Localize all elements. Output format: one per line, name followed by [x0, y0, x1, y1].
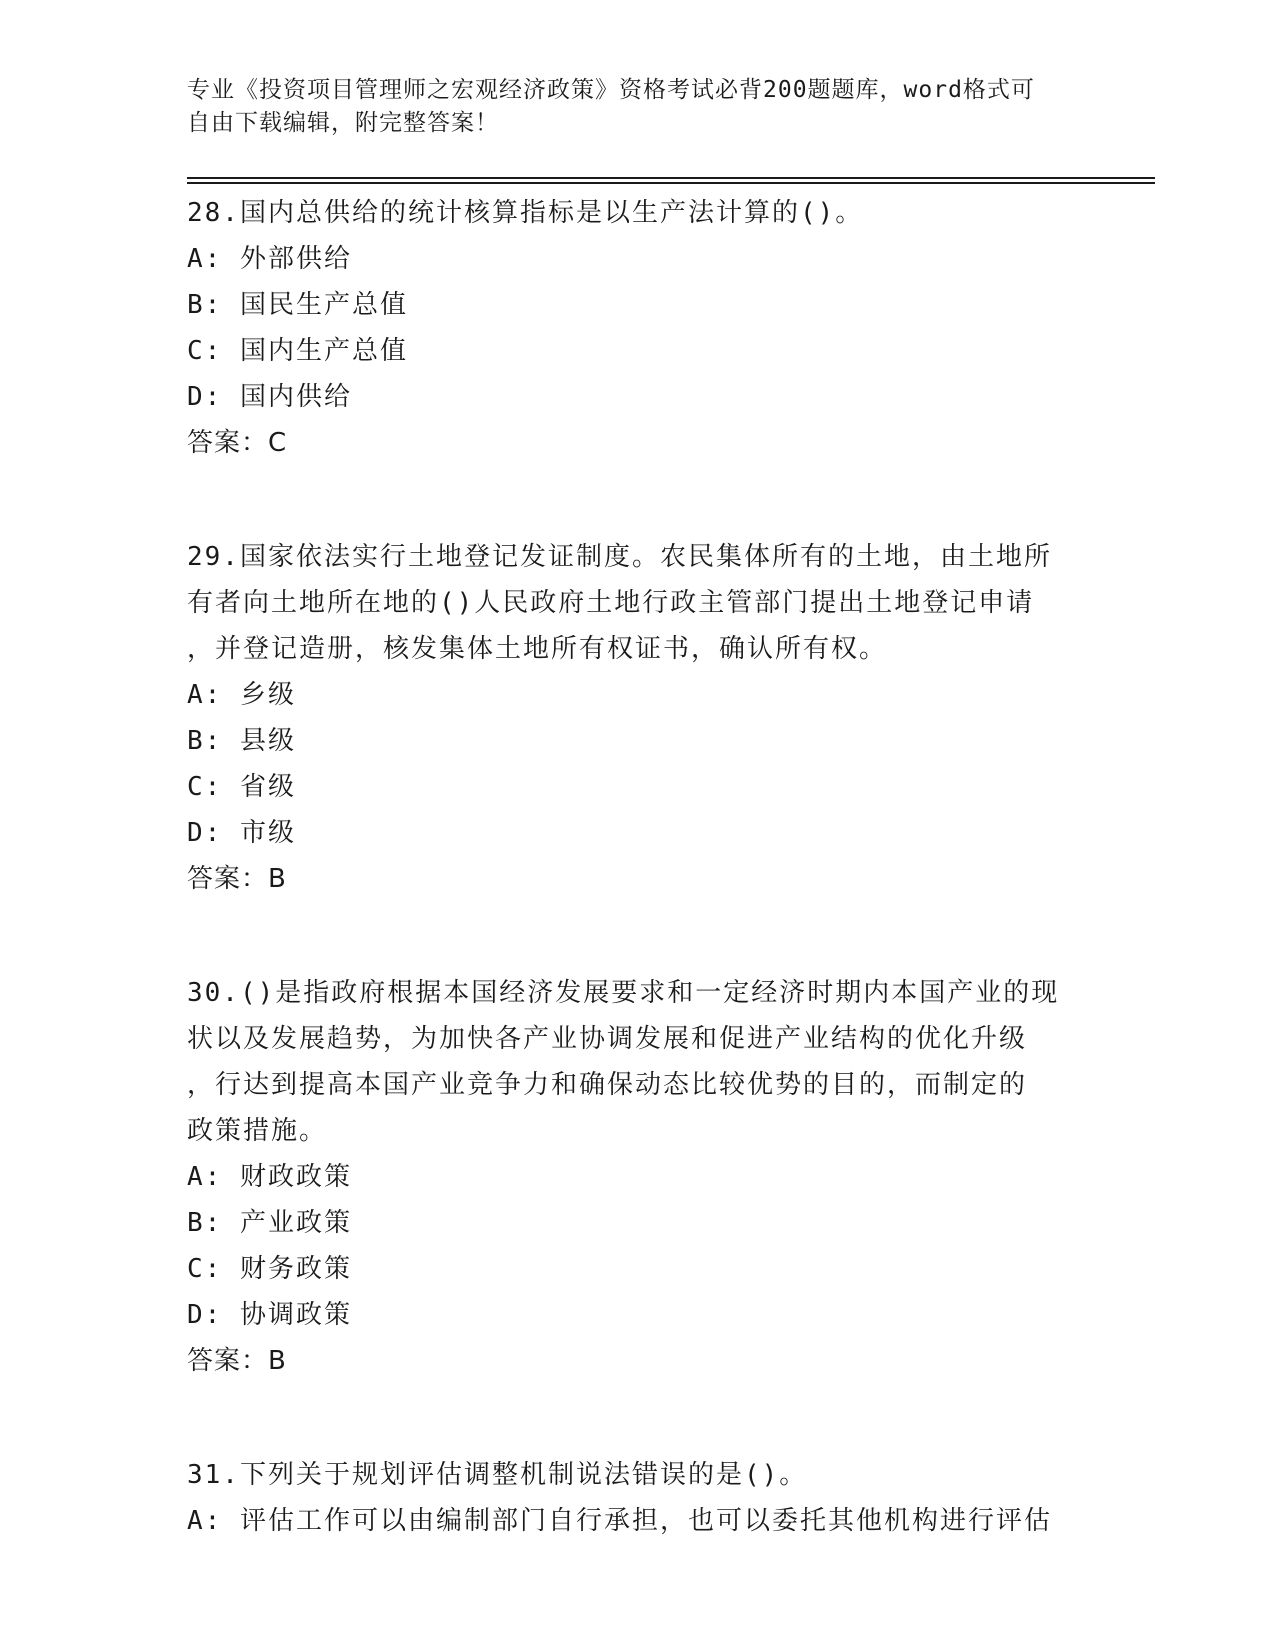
question-31: [187, 1452, 1087, 1544]
option-a: A: 乡级: [187, 680, 296, 710]
question-text: 28.国内总供给的统计核算指标是以生产法计算的()。: [187, 198, 864, 228]
question-text: 状以及发展趋势，为加快各产业协调发展和促进产业结构的优化升级: [187, 1024, 1028, 1054]
option-a: A: 评估工作可以由编制部门自行承担，也可以委托其他机构进行评估: [187, 1506, 1052, 1536]
question-text: 30.()是指政府根据本国经济发展要求和一定经济时期内本国产业的现: [187, 978, 1060, 1008]
question-text: 31.下列关于规划评估调整机制说法错误的是()。: [187, 1460, 808, 1490]
option-a: A: 外部供给: [187, 244, 352, 274]
header-divider-top: [187, 177, 1155, 179]
answer: 答案：B: [187, 1346, 287, 1376]
option-c: C: 省级: [187, 772, 296, 802]
question-text: 29.国家依法实行土地登记发证制度。农民集体所有的土地，由土地所: [187, 542, 1052, 572]
header-divider-bottom: [187, 182, 1155, 184]
option-b: B: 县级: [187, 726, 296, 756]
question-29: [187, 534, 1087, 944]
answer: 答案：C: [187, 428, 288, 458]
header-line-1: 专业《投资项目管理师之宏观经济政策》资格考试必背200题题库，word格式可: [187, 77, 1035, 103]
option-c: C: 财务政策: [187, 1254, 352, 1284]
option-d: D: 市级: [187, 818, 296, 848]
option-a: A: 财政政策: [187, 1162, 352, 1192]
question-text: ，并登记造册，核发集体土地所有权证书，确认所有权。: [187, 634, 888, 664]
question-list: [187, 190, 1087, 1570]
header-line-2: 自由下载编辑，附完整答案！: [187, 110, 499, 136]
option-c: C: 国内生产总值: [187, 336, 408, 366]
question-text: ，行达到提高本国产业竞争力和确保动态比较优势的目的，而制定的: [187, 1070, 1028, 1100]
question-28: [187, 190, 1087, 508]
question-text: 政策措施。: [187, 1116, 328, 1146]
option-d: D: 国内供给: [187, 382, 352, 412]
question-text: 有者向土地所在地的()人民政府土地行政主管部门提出土地登记申请: [187, 588, 1035, 618]
document-header: [187, 74, 1067, 140]
question-30: [187, 970, 1087, 1426]
option-b: B: 产业政策: [187, 1208, 352, 1238]
answer: 答案：B: [187, 864, 287, 894]
option-b: B: 国民生产总值: [187, 290, 408, 320]
option-d: D: 协调政策: [187, 1300, 352, 1330]
